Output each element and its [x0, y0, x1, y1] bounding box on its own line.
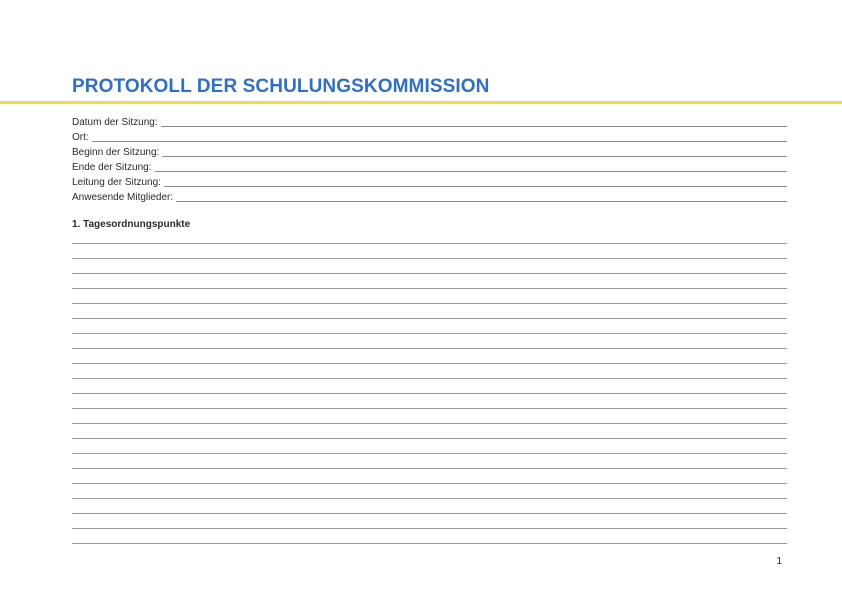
fill-in-line[interactable] [164, 177, 787, 187]
field-label: Leitung der Sitzung: [72, 177, 161, 188]
writing-line[interactable] [72, 529, 787, 544]
writing-line[interactable] [72, 514, 787, 529]
meeting-info-fields [72, 114, 787, 204]
writing-line[interactable] [72, 409, 787, 424]
writing-line[interactable] [72, 274, 787, 289]
writing-line[interactable] [72, 319, 787, 334]
writing-line[interactable] [72, 244, 787, 259]
writing-line[interactable] [72, 229, 787, 244]
field-label: Ort: [72, 132, 89, 143]
writing-line[interactable] [72, 334, 787, 349]
writing-line[interactable] [72, 454, 787, 469]
writing-line[interactable] [72, 259, 787, 274]
section-heading-agenda: 1. Tagesordnungspunkte [72, 219, 191, 230]
field-chair [72, 174, 787, 189]
fill-in-line[interactable] [176, 192, 787, 202]
page-number: 1 [776, 556, 782, 567]
fill-in-line[interactable] [92, 132, 787, 142]
writing-line[interactable] [72, 349, 787, 364]
writing-line[interactable] [72, 439, 787, 454]
field-location [72, 129, 787, 144]
writing-line[interactable] [72, 364, 787, 379]
fill-in-line[interactable] [162, 147, 787, 157]
field-meeting-date [72, 114, 787, 129]
field-label: Anwesende Mitglieder: [72, 192, 174, 203]
writing-line[interactable] [72, 469, 787, 484]
fill-in-line[interactable] [155, 162, 788, 172]
writing-line[interactable] [72, 499, 787, 514]
field-attendees [72, 189, 787, 204]
writing-line[interactable] [72, 304, 787, 319]
field-label: Datum der Sitzung: [72, 117, 158, 128]
field-end-time [72, 159, 787, 174]
field-label: Ende der Sitzung: [72, 162, 152, 173]
writing-line[interactable] [72, 289, 787, 304]
title-underline [0, 101, 842, 104]
field-start-time [72, 144, 787, 159]
writing-line[interactable] [72, 424, 787, 439]
agenda-ruled-lines [72, 229, 787, 544]
writing-line[interactable] [72, 394, 787, 409]
writing-line[interactable] [72, 379, 787, 394]
fill-in-line[interactable] [161, 117, 787, 127]
field-label: Beginn der Sitzung: [72, 147, 160, 158]
writing-line[interactable] [72, 484, 787, 499]
page-title: PROTOKOLL DER SCHULUNGSKOMMISSION [72, 76, 490, 97]
